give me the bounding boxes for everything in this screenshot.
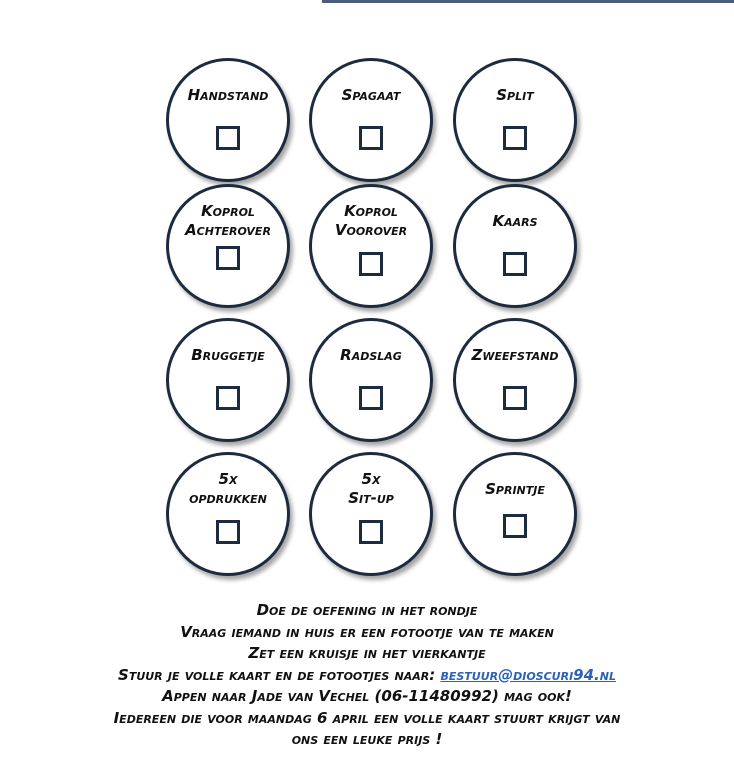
exercise-label: Zweefstand bbox=[471, 346, 559, 364]
exercise-label-line-2: Sit-up bbox=[348, 489, 394, 507]
exercise-circle-zweefstand[interactable] bbox=[453, 318, 577, 442]
exercise-label bbox=[306, 470, 436, 508]
exercise-circle-sit-up[interactable] bbox=[309, 452, 433, 576]
exercise-label: Split bbox=[496, 86, 534, 104]
instruction-line-4-text: Stuur je volle kaart en de fotootjes naar: bbox=[118, 665, 441, 684]
exercise-circle-bruggetje[interactable] bbox=[166, 318, 290, 442]
email-link[interactable]: bestuur@dioscuri94.nl bbox=[440, 665, 616, 684]
instruction-line-2: Vraag iemand in huis er een fotootje van te maken bbox=[180, 622, 554, 641]
exercise-circle-opdrukken[interactable] bbox=[166, 452, 290, 576]
exercise-label-line-2: opdrukken bbox=[189, 489, 267, 507]
exercise-label-line-1: Koprol bbox=[201, 202, 255, 220]
instruction-line-1: Doe de oefening in het rondje bbox=[256, 601, 478, 619]
instructions bbox=[0, 600, 734, 751]
exercise-label: Bruggetje bbox=[191, 346, 265, 364]
exercise-label-line-1: Koprol bbox=[344, 202, 398, 220]
exercise-checkbox[interactable] bbox=[359, 126, 383, 150]
instruction-line-6: Iedereen die voor maandag 6 april een volle kaart stuurt krijgt van bbox=[113, 708, 621, 727]
exercise-checkbox[interactable] bbox=[503, 386, 527, 410]
exercise-checkbox[interactable] bbox=[503, 126, 527, 150]
exercise-label-line-2: Voorover bbox=[334, 221, 408, 239]
instruction-line-4 bbox=[0, 665, 734, 687]
exercise-label: Spagaat bbox=[341, 86, 401, 104]
exercise-checkbox[interactable] bbox=[503, 514, 527, 538]
exercise-circle-radslag[interactable] bbox=[309, 318, 433, 442]
exercise-checkbox[interactable] bbox=[359, 520, 383, 544]
exercise-label bbox=[163, 202, 293, 240]
exercise-checkbox[interactable] bbox=[359, 252, 383, 276]
instruction-line-3: Zet een kruisje in het vierkantje bbox=[248, 644, 486, 662]
exercise-checkbox[interactable] bbox=[359, 386, 383, 410]
exercise-circle-koprol-voorover[interactable] bbox=[309, 184, 433, 308]
exercise-label: Kaars bbox=[492, 212, 538, 230]
exercise-checkbox[interactable] bbox=[216, 386, 240, 410]
exercise-label-line-1: 5x bbox=[218, 470, 238, 488]
exercise-circle-handstand[interactable] bbox=[166, 58, 290, 182]
exercise-checkbox[interactable] bbox=[503, 252, 527, 276]
exercise-label-line-1: 5x bbox=[361, 470, 381, 488]
exercise-checkbox[interactable] bbox=[216, 246, 240, 270]
exercise-circle-spagaat[interactable] bbox=[309, 58, 433, 182]
exercise-label-line-2: Achterover bbox=[185, 221, 271, 239]
exercise-label: Radslag bbox=[340, 346, 402, 364]
exercise-label bbox=[163, 470, 293, 508]
exercise-checkbox[interactable] bbox=[216, 126, 240, 150]
exercise-circle-split[interactable] bbox=[453, 58, 577, 182]
instruction-line-5: Appen naar Jade van Vechel (06-11480992) mag ook! bbox=[162, 687, 572, 705]
exercise-circle-sprintje[interactable] bbox=[453, 452, 577, 576]
exercise-label: Handstand bbox=[187, 86, 269, 104]
exercise-label bbox=[306, 202, 436, 240]
top-divider bbox=[322, 0, 734, 3]
instruction-line-7: ons een leuke prijs ! bbox=[291, 730, 443, 748]
exercise-label: Sprintje bbox=[485, 480, 545, 498]
exercise-circle-koprol-achterover[interactable] bbox=[166, 184, 290, 308]
exercise-checkbox[interactable] bbox=[216, 520, 240, 544]
exercise-circle-kaars[interactable] bbox=[453, 184, 577, 308]
